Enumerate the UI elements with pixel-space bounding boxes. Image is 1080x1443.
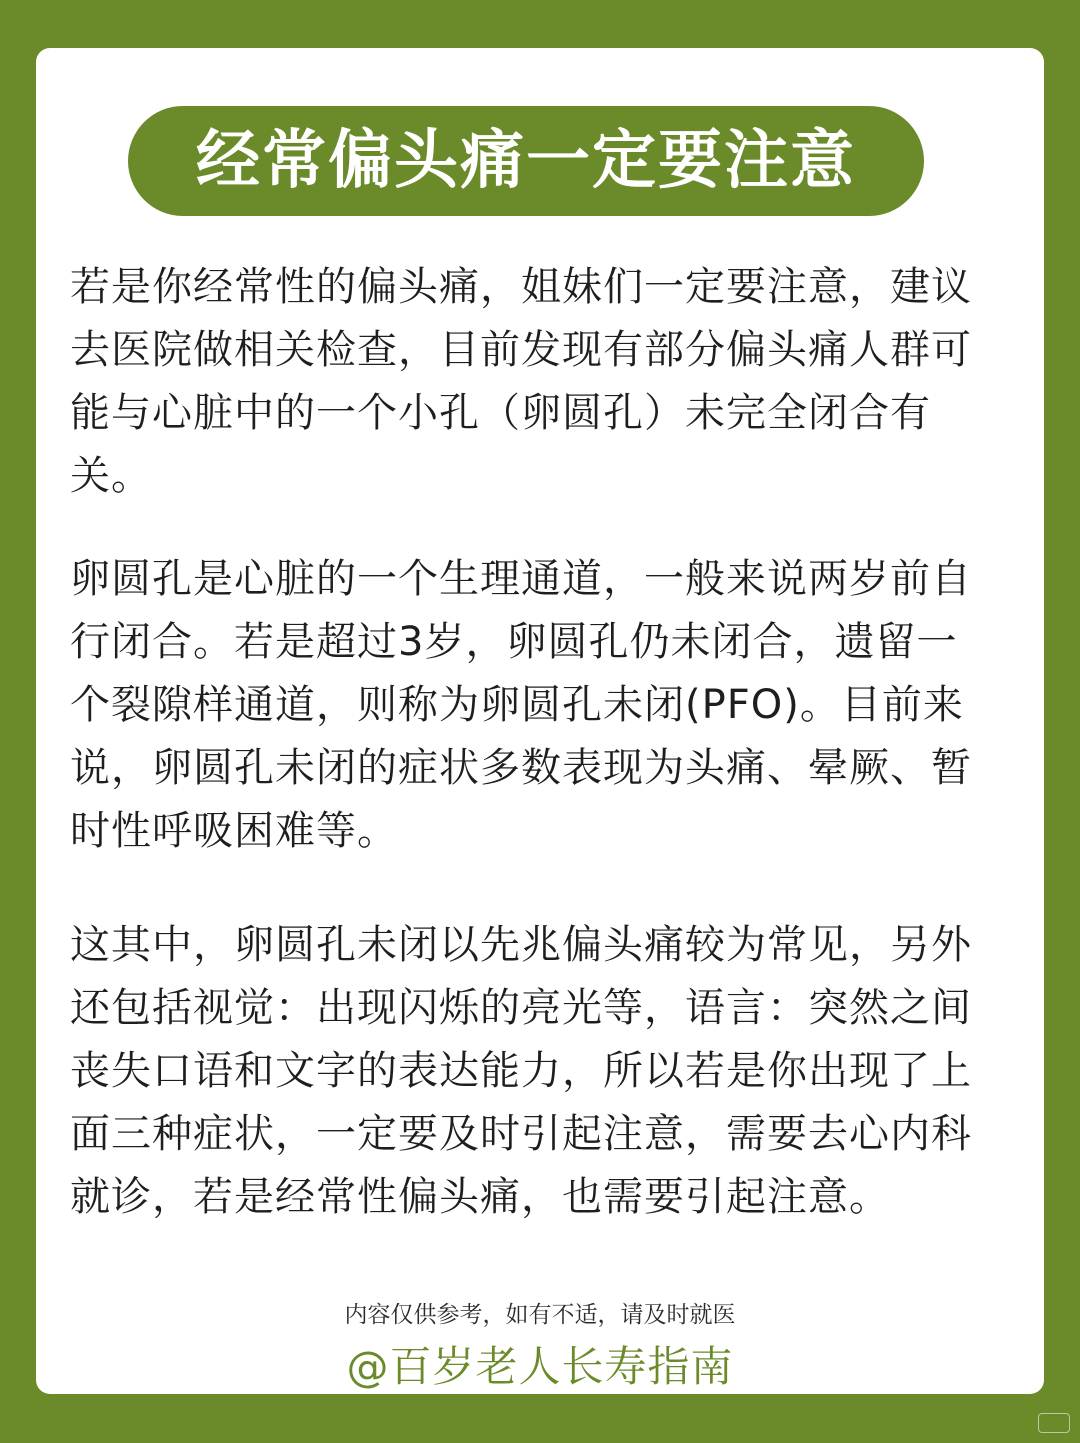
- disclaimer-text: 内容仅供参考，如有不适，请及时就医: [344, 1302, 736, 1328]
- paragraph-pfo-definition: 卵圆孔是心脏的一个生理通道，一般来说两岁前自行闭合。若是超过3岁，卵圆孔仍未闭合，遗留一个裂隙样通道，则称为卵圆孔未闭(PFO)。目前来说，卵圆孔未闭的症状多数表现为头痛、晕厥、暂时性呼吸困难等。: [70, 556, 972, 854]
- watermark-logo: [1038, 1413, 1070, 1433]
- title-banner: [128, 106, 924, 216]
- page-title: 经常偏头痛一定要注意: [196, 124, 856, 198]
- author-signature: @百岁老人长寿指南: [346, 1342, 734, 1391]
- paragraph-symptoms: 这其中，卵圆孔未闭以先兆偏头痛较为常见，另外还包括视觉：出现闪烁的亮光等，语言：突然之间丧失口语和文字的表达能力，所以若是你出现了上面三种症状，一定要及时引起注意，需要去心内科就诊，若是经常性偏头痛，也需要引起注意。: [70, 922, 972, 1220]
- content-card: [36, 48, 1044, 1394]
- paragraph-intro: 若是你经常性的偏头痛，姐妹们一定要注意，建议去医院做相关检查，目前发现有部分偏头痛人群可能与心脏中的一个小孔（卵圆孔）未完全闭合有关。: [70, 264, 972, 499]
